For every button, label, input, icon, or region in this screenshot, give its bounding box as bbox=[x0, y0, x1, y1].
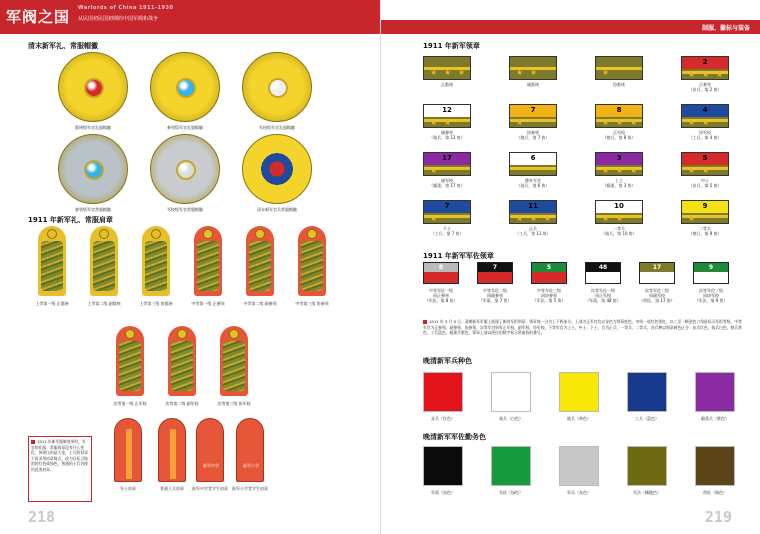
collar-number: 3 bbox=[616, 154, 622, 162]
epaulette bbox=[38, 226, 66, 296]
service-swatch bbox=[423, 446, 463, 486]
assistant-collar-number: 17 bbox=[640, 263, 674, 272]
epaulette bbox=[246, 226, 274, 296]
collar-star: ★ bbox=[688, 70, 696, 79]
page-number-right: 219 bbox=[704, 508, 732, 526]
collar-label: 一等兵 bbox=[613, 226, 625, 231]
branch-swatch bbox=[491, 372, 531, 412]
epaulette bbox=[142, 226, 170, 296]
collar-number: 2 bbox=[702, 58, 708, 66]
collar-number: 10 bbox=[614, 202, 624, 210]
collar-tab bbox=[595, 200, 643, 224]
flat-shoulder-board bbox=[114, 418, 142, 482]
epaulette-cord bbox=[41, 241, 63, 291]
epaulette-button bbox=[151, 229, 161, 239]
collar-sublabel: （工兵，第 7 协） bbox=[430, 231, 464, 236]
collar-sublabel: （辎重，第 3 协） bbox=[602, 183, 636, 188]
collar-sublabel: （工兵，第 11 协） bbox=[515, 231, 551, 236]
epaulette bbox=[298, 226, 326, 296]
epaulette-button bbox=[99, 229, 109, 239]
collar-label: 正兵 bbox=[529, 226, 537, 231]
collar-star: ★ bbox=[702, 70, 710, 79]
epaulette-label: 中等第二级 副参领 bbox=[243, 301, 277, 306]
assistant-collar-number: 9 bbox=[694, 263, 728, 272]
epaulette-button bbox=[177, 329, 187, 339]
collar-tab bbox=[681, 200, 729, 224]
collar-star: ★ bbox=[444, 68, 452, 77]
section-title-assistant-insignia: 1911 年新军军佐领章 bbox=[423, 252, 494, 260]
epaulette-label: 中等第一级 正参领 bbox=[191, 301, 225, 306]
assistant-collar bbox=[531, 262, 567, 284]
assistant-collar bbox=[639, 262, 675, 284]
collar-star: ★ bbox=[530, 68, 538, 77]
collar-label: 协参领 bbox=[527, 130, 539, 135]
assistant-collar bbox=[585, 262, 621, 284]
collar-label: 正参领 bbox=[699, 82, 711, 87]
collar-label: 协都统 bbox=[613, 82, 625, 87]
epaulette-label: 上等第三级 协都统 bbox=[139, 301, 173, 306]
badge-label: 参领级军官礼服帽徽 bbox=[167, 125, 203, 130]
collar-number: 6 bbox=[530, 154, 536, 162]
collar-tab bbox=[423, 56, 471, 80]
branch-swatch bbox=[559, 372, 599, 412]
collar-tab bbox=[595, 56, 643, 80]
collar-star: ★ bbox=[630, 166, 638, 175]
badge-center bbox=[84, 78, 104, 98]
collar-number: 12 bbox=[442, 106, 452, 114]
collar-number: 11 bbox=[528, 202, 538, 210]
epaulette-label: 上等第一级 正都统 bbox=[35, 301, 69, 306]
service-label: 军医（绿色） bbox=[499, 490, 523, 495]
branch-label: 骑兵（白色） bbox=[499, 416, 523, 421]
collar-sublabel: （辎重，第 17 协） bbox=[429, 183, 465, 188]
assistant-collar-lower bbox=[586, 272, 620, 283]
section-header: 制服、徽标与装备 bbox=[701, 25, 750, 32]
service-swatch bbox=[695, 446, 735, 486]
epaulette-label: 次等第一级 正军校 bbox=[113, 401, 147, 406]
epaulette-label: 上等第二级 副都统 bbox=[87, 301, 121, 306]
epaulette-cord bbox=[171, 341, 193, 391]
flat-board-label: 陆军小学堂学生肩章 bbox=[232, 486, 268, 491]
collar-star: ★ bbox=[530, 214, 538, 223]
assistant-label: 次等军佐一级 同正军校 （军需，第 48 协） bbox=[585, 288, 621, 303]
epaulette-cord bbox=[301, 241, 323, 291]
collar-label: 副都统 bbox=[527, 82, 539, 87]
info-box-text: 1911 年新军服制变革时，军官的礼服、常服肩章没有什么变化，饰带压的是大金，士兵的肩章不再采用肩章简式，改为仅标示级别的红色或绿色，普通的士兵仍使用此类肩章。 bbox=[31, 439, 88, 472]
collar-star: ★ bbox=[516, 68, 524, 77]
collar-tab bbox=[423, 152, 471, 176]
badge-label: 参领级军官常服帽徽 bbox=[75, 207, 111, 212]
cap-badge bbox=[242, 52, 312, 122]
service-label: 军法（橄榄色） bbox=[633, 490, 661, 495]
assistant-collar-lower bbox=[694, 272, 728, 283]
cap-badge bbox=[150, 52, 220, 122]
section-title-shoulder-boards: 1911 年新军礼、常服肩章 bbox=[28, 216, 113, 224]
collar-sublabel: （骑兵，第 10 协） bbox=[601, 231, 637, 236]
collar-label: 二等兵 bbox=[699, 226, 711, 231]
collar-star: ★ bbox=[616, 214, 624, 223]
collar-label: 正都统 bbox=[441, 82, 453, 87]
collar-label: 协军校 bbox=[699, 130, 711, 135]
collar-tab bbox=[509, 152, 557, 176]
board-band bbox=[126, 429, 132, 479]
branch-label: 辎重兵（紫色） bbox=[701, 416, 729, 421]
collar-sublabel: （骑兵，第 12 协） bbox=[429, 135, 465, 140]
assistant-label: 中等军佐三级 同协参领 （军法，第 5 协） bbox=[532, 288, 566, 303]
epaulette-cord bbox=[93, 241, 115, 291]
branch-swatch bbox=[423, 372, 463, 412]
collar-label: 副军校 bbox=[441, 178, 453, 183]
collar-sublabel: （步兵，第 5 协） bbox=[688, 183, 722, 188]
epaulette-button bbox=[125, 329, 135, 339]
assistant-collar bbox=[477, 262, 513, 284]
collar-star: ★ bbox=[430, 68, 438, 77]
section-title-service-colors: 晚清新军军佐勤务色 bbox=[423, 433, 486, 441]
epaulette-button bbox=[47, 229, 57, 239]
assistant-label: 中等军佐二级 同副参领 （军需，第 7 协） bbox=[478, 288, 512, 303]
epaulette-label: 次等第二级 副军校 bbox=[165, 401, 199, 406]
collar-star: ★ bbox=[430, 118, 438, 127]
epaulette-label: 中等第三级 协参领 bbox=[295, 301, 329, 306]
epaulette bbox=[220, 326, 248, 396]
flat-board-label: 普通士兵肩章 bbox=[160, 486, 184, 491]
assistant-label: 中等军佐一级 同正参领 （军医，第 8 协） bbox=[424, 288, 458, 303]
cap-badge bbox=[150, 134, 220, 204]
collar-tab bbox=[509, 104, 557, 128]
badge-center bbox=[268, 78, 288, 98]
epaulette-label: 次等第三级 协军校 bbox=[217, 401, 251, 406]
epaulette-button bbox=[229, 329, 239, 339]
collar-label: 上士 bbox=[615, 178, 623, 183]
collar-label: 下士 bbox=[443, 226, 451, 231]
collar-tab bbox=[423, 200, 471, 224]
assistant-collar-lower bbox=[532, 272, 566, 283]
collar-label: 额外军官 bbox=[525, 178, 541, 183]
epaulette-cord bbox=[249, 241, 271, 291]
board-text: 陆军中学 bbox=[203, 463, 219, 468]
cap-badge bbox=[58, 52, 128, 122]
assistant-collar-lower bbox=[424, 272, 458, 283]
collar-number: 5 bbox=[702, 154, 708, 162]
epaulette-button bbox=[255, 229, 265, 239]
collar-star: ★ bbox=[430, 214, 438, 223]
epaulette-button bbox=[203, 229, 213, 239]
collar-tab bbox=[681, 104, 729, 128]
collar-tab bbox=[681, 152, 729, 176]
collar-star: ★ bbox=[516, 118, 524, 127]
badge-label: 清末新军官兵常服帽徽 bbox=[257, 207, 297, 212]
collar-sublabel: （工兵，第 4 协） bbox=[688, 135, 722, 140]
collar-star: ★ bbox=[716, 70, 724, 79]
branch-swatch bbox=[627, 372, 667, 412]
collar-tab bbox=[509, 56, 557, 80]
collar-star: ★ bbox=[544, 214, 552, 223]
collar-star: ★ bbox=[458, 68, 466, 77]
collar-star: ★ bbox=[616, 118, 624, 127]
collar-label: 正军校 bbox=[613, 130, 625, 135]
assistant-collar-number: 48 bbox=[586, 263, 620, 272]
collar-star: ★ bbox=[430, 166, 438, 175]
collar-sublabel: （炮兵，第 7 协） bbox=[516, 135, 550, 140]
service-swatch bbox=[559, 446, 599, 486]
collar-star: ★ bbox=[688, 118, 696, 127]
section-title-collar-insignia: 1911 年新军领章 bbox=[423, 42, 480, 50]
flat-shoulder-board bbox=[158, 418, 186, 482]
cap-badge bbox=[242, 134, 312, 204]
collar-tab bbox=[595, 104, 643, 128]
collar-star: ★ bbox=[702, 118, 710, 127]
service-swatch bbox=[627, 446, 667, 486]
collar-star: ★ bbox=[702, 166, 710, 175]
branch-label: 工兵（蓝色） bbox=[635, 416, 659, 421]
page-number-left: 218 bbox=[28, 508, 56, 526]
collar-sublabel: （炮兵，第 9 协） bbox=[688, 231, 722, 236]
collar-star: ★ bbox=[602, 214, 610, 223]
collar-sublabel: （炮兵，第 8 协） bbox=[602, 135, 636, 140]
badge-center bbox=[176, 160, 196, 180]
section-title-cap-badges: 清末新军礼、常服帽徽 bbox=[28, 42, 98, 50]
right-page bbox=[380, 0, 760, 534]
collar-star: ★ bbox=[516, 214, 524, 223]
assistant-collar bbox=[693, 262, 729, 284]
collar-number: 4 bbox=[702, 106, 708, 114]
assistant-collar-number: 7 bbox=[478, 263, 512, 272]
branch-label: 步兵（红色） bbox=[431, 416, 455, 421]
flat-board-label: 军士肩章 bbox=[120, 486, 136, 491]
collar-tab bbox=[509, 200, 557, 224]
collar-star: ★ bbox=[602, 118, 610, 127]
epaulette-cord bbox=[145, 241, 167, 291]
assistant-collar-number: 8 bbox=[424, 263, 458, 272]
epaulette bbox=[168, 326, 196, 396]
service-label: 军乐（灰色） bbox=[567, 490, 591, 495]
collar-number: 8 bbox=[616, 106, 622, 114]
collar-star: ★ bbox=[688, 166, 696, 175]
service-label: 军需（黑色） bbox=[431, 490, 455, 495]
collar-label: 副参领 bbox=[441, 130, 453, 135]
flat-board-label: 陆军中学堂学生肩章 bbox=[192, 486, 228, 491]
collar-sublabel: （骑兵，第 6 协） bbox=[516, 183, 550, 188]
collar-note: 1911 年 3 月 9 日，清朝新军军服上展现了新的军衔领章，领章统一分为上下两部分。上部为正军官均以金色为领章底色，中间一道红色领杠，以三至一颗金色六角星标示军衔等级，中等军官为正参领、副参领、协参领，次等军官则有正军校、副军校、协军校，下等军官为上士、中士、下士，兵为正兵、一等兵、二等兵。各兵种以领章颜色区分：步兵红色，骑兵白色，炮兵黄色，工兵蓝色，辎重兵紫色。领章上部以阿拉伯数字标示所属协的番号。 bbox=[423, 319, 742, 335]
collar-number: 7 bbox=[444, 202, 450, 210]
collar-star: ★ bbox=[630, 118, 638, 127]
epaulette-button bbox=[307, 229, 317, 239]
collar-tab bbox=[595, 152, 643, 176]
badge-label: 军校级军官礼服帽徽 bbox=[259, 125, 295, 130]
badge-label: 军校级军官常服帽徽 bbox=[167, 207, 203, 212]
brand-subtitle: 从民国初民国初期的中国军阀和战争 bbox=[78, 16, 159, 22]
flat-shoulder-board bbox=[196, 418, 224, 482]
cap-badge bbox=[58, 134, 128, 204]
collar-number: 7 bbox=[530, 106, 536, 114]
collar-star: ★ bbox=[602, 68, 610, 77]
collar-stripe bbox=[510, 167, 556, 170]
collar-star: ★ bbox=[616, 166, 624, 175]
service-label: 兽医（褐色） bbox=[703, 490, 727, 495]
epaulette bbox=[116, 326, 144, 396]
collar-number: 9 bbox=[702, 202, 708, 210]
epaulette bbox=[90, 226, 118, 296]
collar-star: ★ bbox=[444, 118, 452, 127]
badge-label: 都统级军官礼服帽徽 bbox=[75, 125, 111, 130]
badge-center bbox=[84, 160, 104, 180]
collar-star: ★ bbox=[602, 166, 610, 175]
branch-label: 炮兵（黄色） bbox=[567, 416, 591, 421]
epaulette bbox=[194, 226, 222, 296]
assistant-label: 次等军佐二级 同副军校 （兽医，第 17 协） bbox=[639, 288, 675, 303]
board-text: 陆军小学 bbox=[243, 463, 259, 468]
branch-swatch bbox=[695, 372, 735, 412]
info-box bbox=[28, 436, 92, 502]
flat-shoulder-board bbox=[236, 418, 264, 482]
board-band bbox=[170, 429, 176, 479]
collar-star: ★ bbox=[688, 214, 696, 223]
assistant-collar-lower bbox=[478, 272, 512, 283]
collar-number: 17 bbox=[442, 154, 452, 162]
epaulette-cord bbox=[223, 341, 245, 391]
section-title-branch-colors: 晚清新军兵种色 bbox=[423, 357, 472, 365]
epaulette-cord bbox=[119, 341, 141, 391]
brand-title: 军阀之国 bbox=[6, 8, 71, 26]
assistant-collar-number: 5 bbox=[532, 263, 566, 272]
brand-english: Warlords of China 1911-1930 bbox=[78, 5, 174, 11]
epaulette-cord bbox=[197, 241, 219, 291]
collar-tab bbox=[681, 56, 729, 80]
assistant-collar bbox=[423, 262, 459, 284]
assistant-label: 次等军佐三级 同协军校 （军法，第 9 协） bbox=[694, 288, 728, 303]
collar-sublabel: （步兵，第 2 协） bbox=[688, 87, 722, 92]
assistant-collar-lower bbox=[640, 272, 674, 283]
collar-tab bbox=[423, 104, 471, 128]
service-swatch bbox=[491, 446, 531, 486]
badge-center bbox=[176, 78, 196, 98]
collar-label: 中士 bbox=[701, 178, 709, 183]
